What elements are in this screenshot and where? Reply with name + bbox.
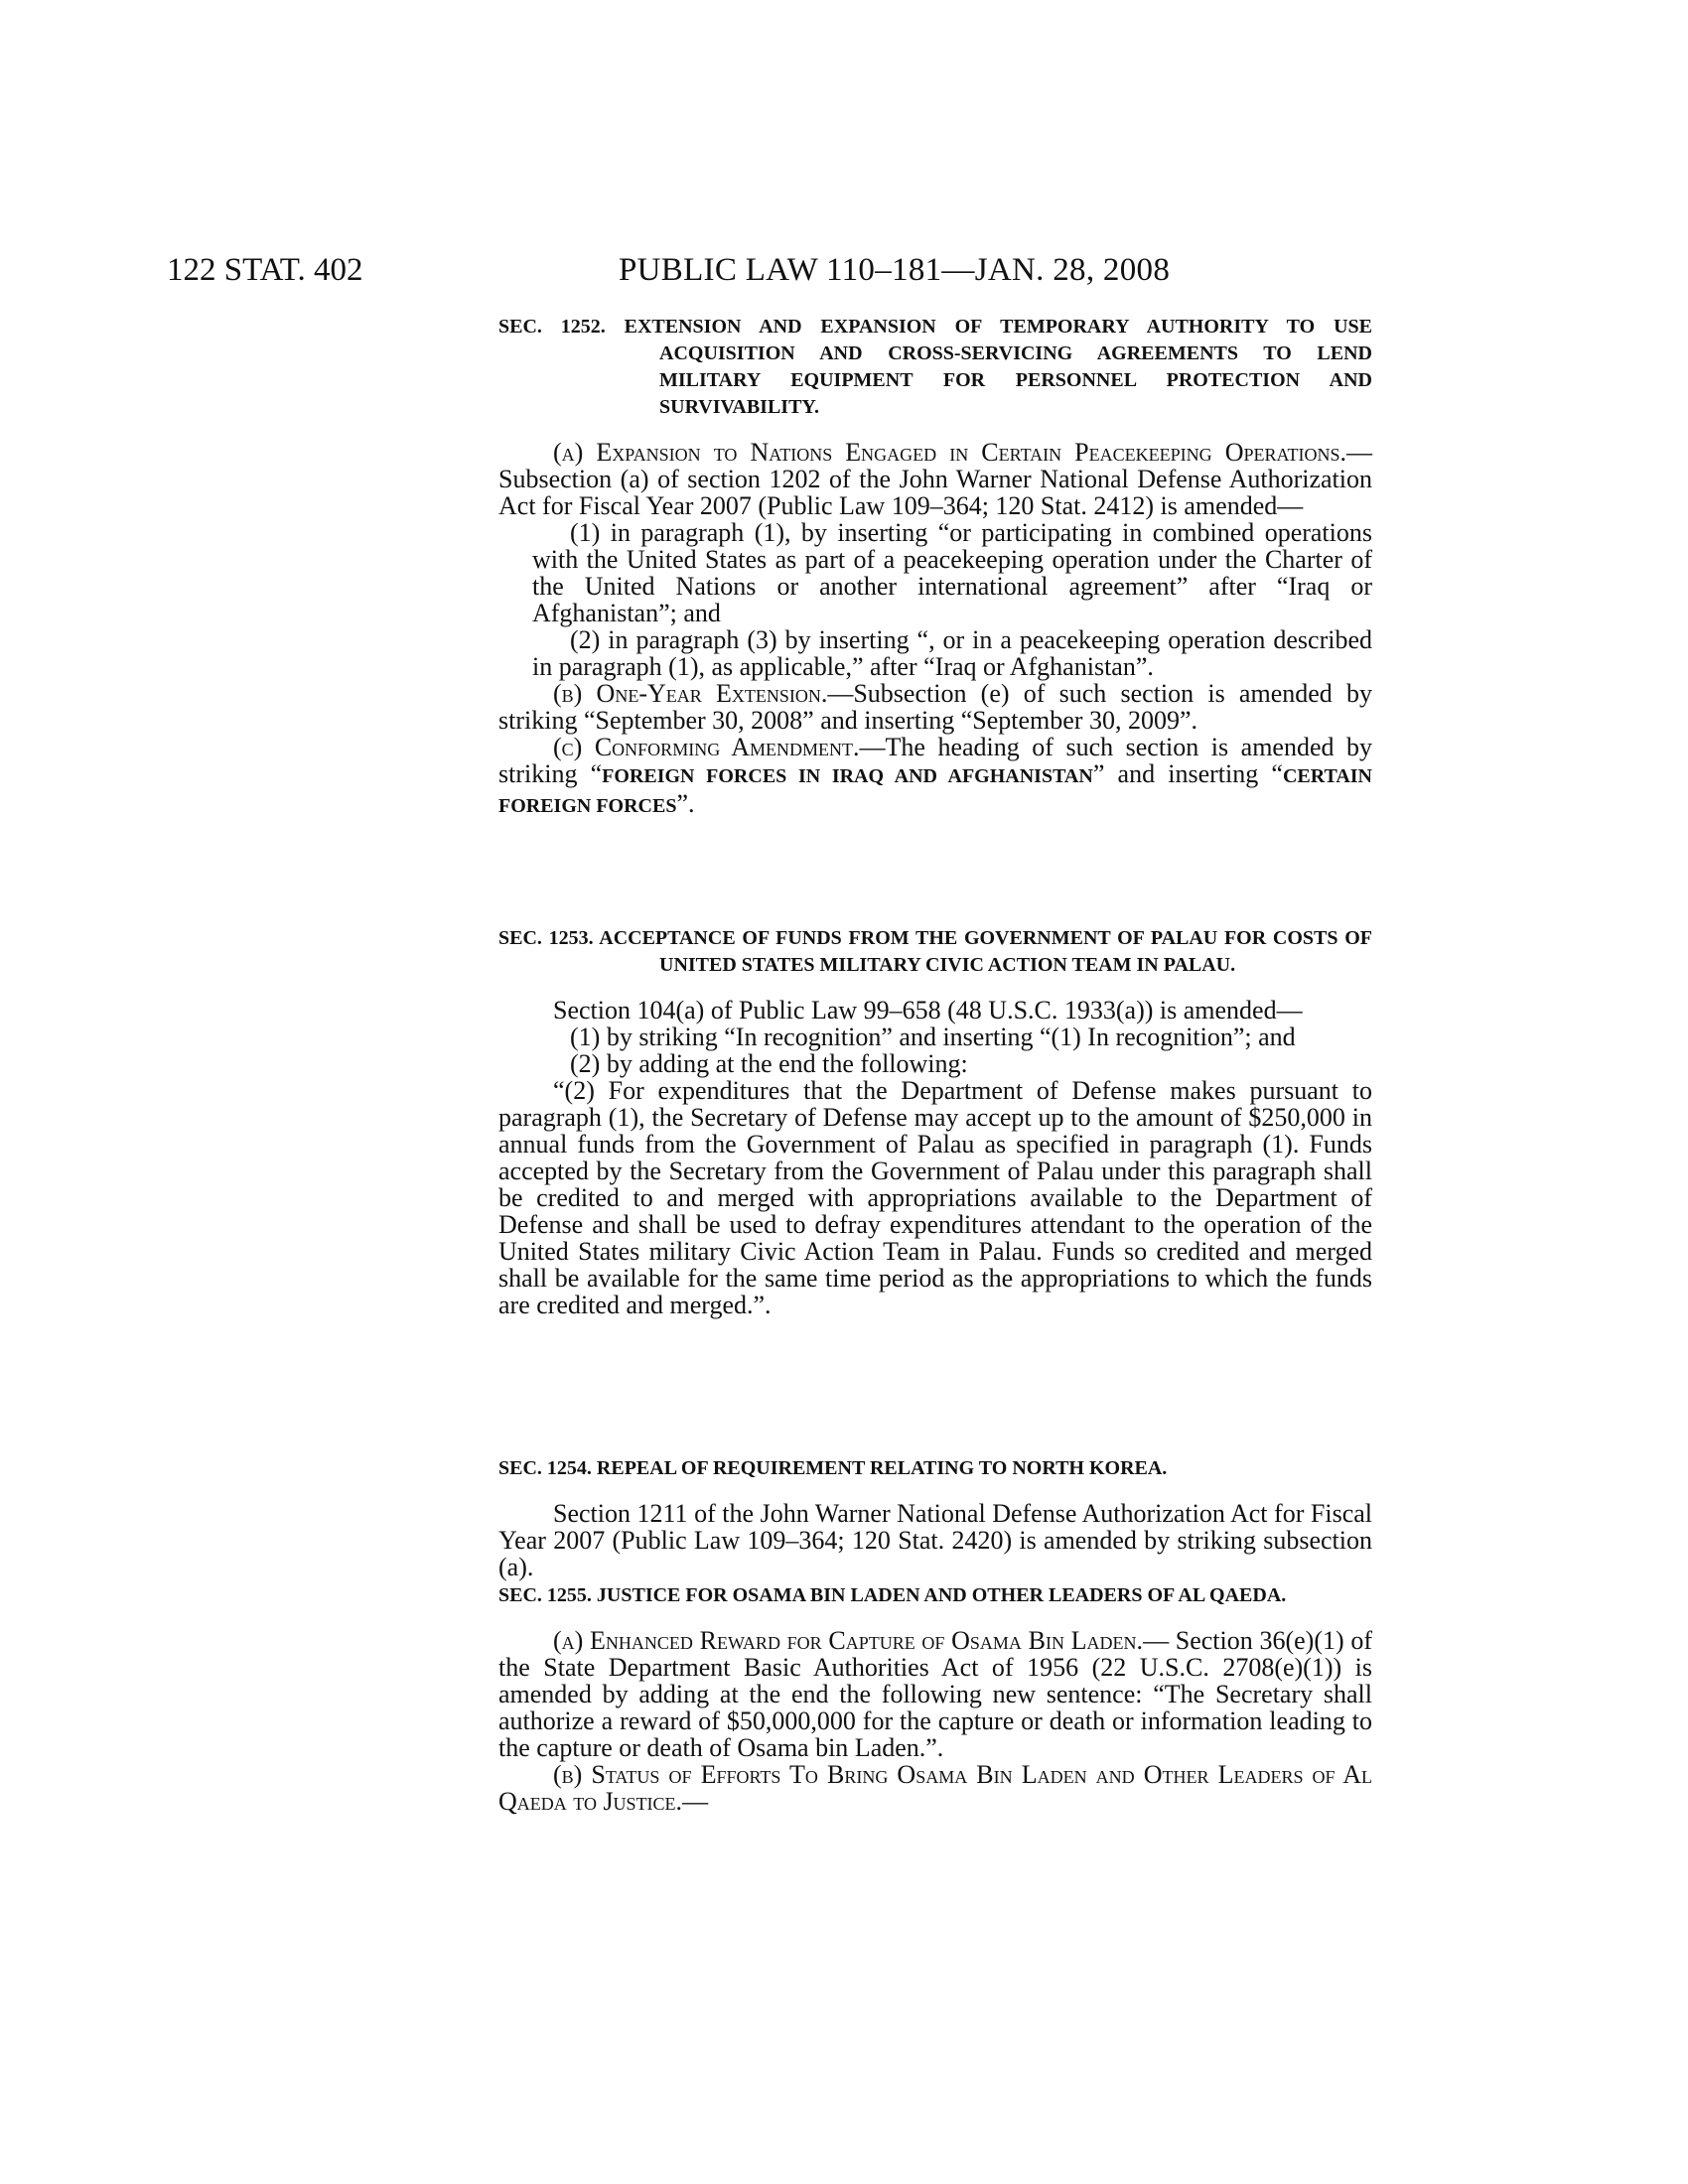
subsection-c-struck-heading: FOREIGN FORCES IN IRAQ AND AFGHANISTAN (602, 765, 1093, 787)
subsection-c-text-3: ”. (676, 789, 695, 818)
section-1255-b-text: — (682, 1787, 709, 1816)
section-1254-heading: SEC. 1254. REPEAL OF REQUIREMENT RELATING TO NORTH KOREA. (498, 1457, 1168, 1479)
section-1253-paragraph-2: (2) by adding at the end the following: (570, 1049, 968, 1078)
running-header-title: PUBLIC LAW 110–181—JAN. 28, 2008 (619, 252, 1171, 288)
statute-page-number: 122 STAT. 402 (167, 252, 363, 288)
subsection-a-label: (a) Expansion to Nations Engaged in Certain Peacekeeping Operations. (553, 438, 1346, 467)
section-1252-heading: SEC. 1252. EXTENSION AND EXPANSION OF TEMPORARY AUTHORITY TO USE ACQUISITION AND CROSS-SERVICING AGREEMENTS TO LEND MILITARY EQUIPMENT FOR PERSONNEL PROTECTION AND SURVIVABILITY. (498, 316, 1372, 418)
subsection-c-inserted-heading: CERTAIN FOREIGN FORCES (498, 765, 1372, 817)
section-1255-subsection-b (498, 1761, 1372, 1815)
section-1253 (498, 925, 1372, 1318)
section-1253-paragraph-1: (1) by striking “In recognition” and inserting “(1) In recognition”; and (570, 1023, 1296, 1051)
section-1253-heading: SEC. 1253. ACCEPTANCE OF FUNDS FROM THE GOVERNMENT OF PALAU FOR COSTS OF UNITED STATES MILITARY CIVIC ACTION TEAM IN PALAU. (498, 927, 1372, 976)
subsection-b-label: (b) One-Year Extension. (553, 679, 828, 708)
subsection-c-text-2: ” and inserting “ (1092, 759, 1283, 788)
section-1252-paragraph-1: (1) in paragraph (1), by inserting “or participating in combined operations with the United States as part of a peacekeeping operation under the Charter of the United Nations or another international agreement” after “Iraq or Afghanistan”; and (532, 518, 1372, 627)
subsection-a-text: —Subsection (a) of section 1202 of the John Warner National Defense Authorization Act for Fiscal Year 2007 (Public Law 109–364; 120 Stat. 2412) is amended— (498, 438, 1372, 520)
section-1255-heading: SEC. 1255. JUSTICE FOR OSAMA BIN LADEN AND OTHER LEADERS OF AL QAEDA. (498, 1584, 1287, 1606)
section-1252 (498, 314, 1372, 820)
section-1254-text: Section 1211 of the John Warner National Defense Authorization Act for Fiscal Year 2007 (Public Law 109–364; 120 Stat. 2420) is amended by striking subsection (a). (498, 1499, 1372, 1581)
section-1255-subsection-a (498, 1627, 1372, 1761)
section-1255-a-label: (a) Enhanced Reward for Capture of Osama Bin Laden. (553, 1626, 1144, 1655)
section-1254 (498, 1455, 1372, 1580)
section-1252-subsection-b (498, 680, 1372, 734)
section-1255 (498, 1582, 1372, 1815)
section-1255-b-label: (b) Status of Efforts To Bring Osama Bin Laden and Other Leaders of Al Qaeda to Justice. (498, 1760, 1372, 1816)
subsection-c-text-1: —The heading of such section is amended by striking “ (498, 733, 1373, 788)
section-1255-a-text: — Section 36(e)(1) of the State Department Basic Authorities Act of 1956 (22 U.S.C. 2708(e)(1)) is amended by adding at the end the following new sentence: “The Secretary shall authorize a reward of $50,000,000 for the capture or death or information leading to the capture or death of Osama bin Laden.”. (498, 1626, 1372, 1762)
section-1253-intro: Section 104(a) of Public Law 99–658 (48 U.S.C. 1933(a)) is amended— (553, 996, 1303, 1024)
section-1252-subsection-c (498, 734, 1372, 820)
subsection-c-label: (c) Conforming Amendment. (553, 733, 860, 761)
section-1252-subsection-a (498, 439, 1372, 519)
subsection-b-text: —Subsection (e) of such section is amended by striking “September 30, 2008” and inserting “September 30, 2009”. (498, 679, 1372, 735)
section-1252-paragraph-2: (2) in paragraph (3) by inserting “, or in a peacekeeping operation described in paragraph (1), as applicable,” after “Iraq or Afghanistan”. (532, 625, 1372, 681)
section-1253-quoted-text: “(2) For expenditures that the Department of Defense makes pursuant to paragraph (1), the Secretary of Defense may accept up to the amount of $250,000 in annual funds from the Government of Palau as specified in paragraph (1). Funds accepted by the Secretary from the Government of Palau under this paragraph shall be credited to and merged with appropriations available to the Department of Defense and shall be used to defray expenditures attendant to the operation of the United States military Civic Action Team in Palau. Funds so credited and merged shall be available for the same time period as the appropriations to which the funds are credited and merged.”. (498, 1076, 1372, 1319)
